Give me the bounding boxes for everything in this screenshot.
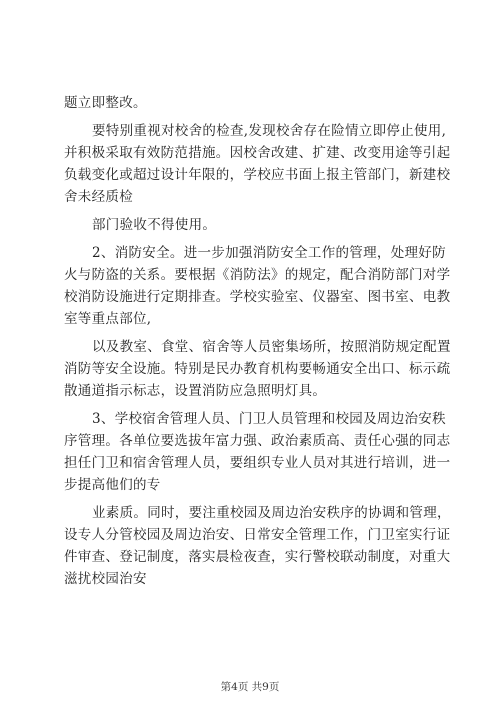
text-line: 题立即整改。 bbox=[64, 95, 147, 111]
page-number-footer: 第4页 共9页 bbox=[220, 681, 280, 693]
text-line: 设专人分管校园及周边治安、日常安全管理工作，门卫室实行证 bbox=[64, 527, 451, 543]
text-line: 担任门卫和宿舍管理人员，要组织专业人员对其进行培训，进一 bbox=[64, 455, 451, 471]
paragraph bbox=[64, 242, 451, 330]
text-line: 校消防设施进行定期排查。学校实验室、仪器室、图书室、电教 bbox=[64, 289, 451, 305]
text-line: 火与防盗的关系。要根据《消防法》的规定，配合消防部门对学 bbox=[64, 267, 451, 283]
text-line: 序管理。各单位要选拔年富力强、政治素质高、责任心强的同志 bbox=[64, 433, 451, 449]
text-line: 散通道指示标志，设置消防应急照明灯具。 bbox=[64, 383, 327, 399]
text-line: 步提高他们的专 bbox=[64, 477, 161, 493]
text-line: 滋扰校园治安 bbox=[64, 571, 147, 587]
text-line: 业素质。同时，要注重校园及周边治安秩序的协调和管理， bbox=[92, 505, 451, 521]
text-line: 舍未经质检 bbox=[64, 189, 133, 205]
text-line: 件审查、登记制度，落实晨检夜查，实行警校联动制度，对重大 bbox=[64, 549, 451, 565]
text-line: 部门验收不得使用。 bbox=[92, 217, 217, 233]
text-line: 室等重点部位, bbox=[64, 311, 152, 327]
text-line: 消防等安全设施。特别是民办教育机构要畅通安全出口、标示疏 bbox=[64, 361, 451, 377]
paragraph bbox=[64, 336, 451, 402]
text-line: 以及教室、食堂、宿舍等人员密集场所，按照消防规定配置 bbox=[92, 339, 451, 355]
text-line: 3、学校宿舍管理人员、门卫人员管理和校园及周边治安秩 bbox=[92, 411, 446, 427]
paragraph bbox=[64, 92, 440, 114]
text-line: 负载变化或超过设计年限的，学校应书面上报主管部门，新建校 bbox=[64, 167, 451, 183]
text-line: 要特别重视对校舍的检查,发现校舍存在险情立即停止使用, bbox=[92, 123, 447, 139]
paragraph bbox=[64, 214, 440, 236]
document-body bbox=[64, 92, 451, 590]
paragraph bbox=[64, 408, 451, 496]
text-line: 2、消防安全。进一步加强消防安全工作的管理，处理好防 bbox=[92, 245, 446, 261]
paragraph bbox=[64, 120, 451, 208]
text-line: 并积极采取有效防范措施。因校舍改建、扩建、改变用途等引起 bbox=[64, 145, 451, 161]
paragraph bbox=[64, 502, 451, 590]
